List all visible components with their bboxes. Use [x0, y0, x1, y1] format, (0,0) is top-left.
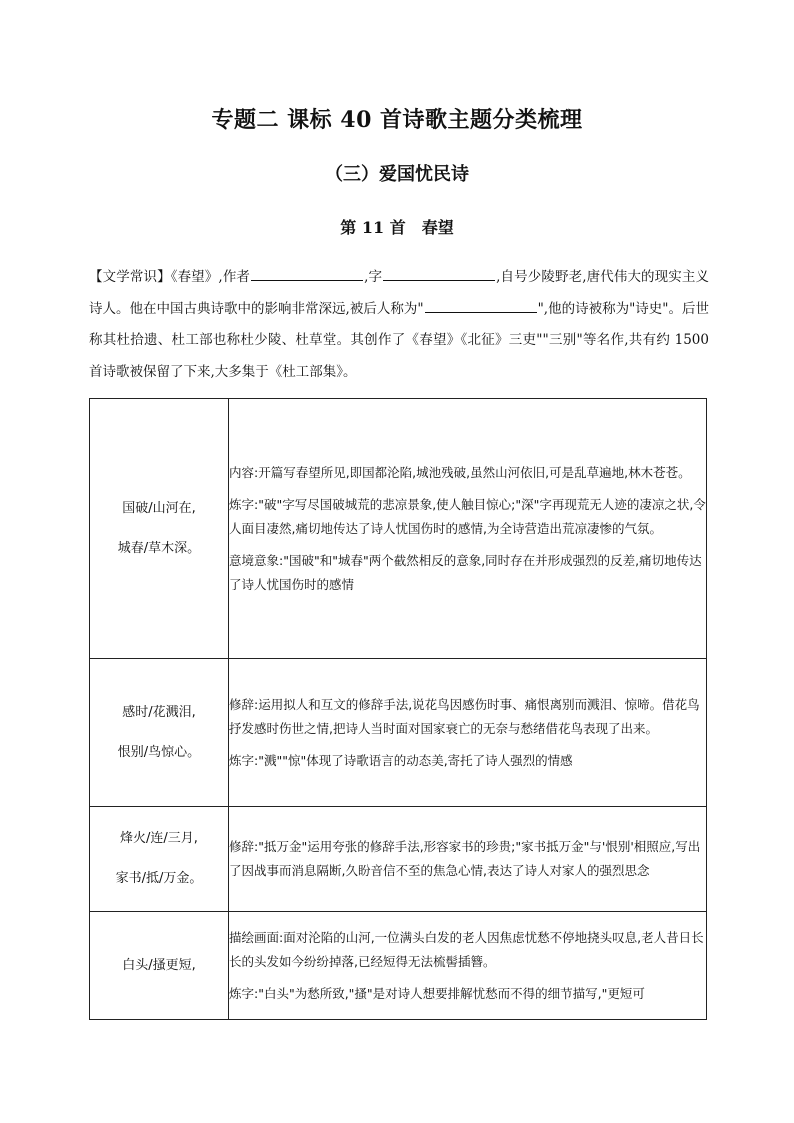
analysis-note: 描绘画面:面对沦陷的山河,一位满头白发的老人因焦虑忧愁不停地挠头叹息,老人昔日长长的头发如今纷纷掉落,已经短得无法梳髻插簪。: [229, 929, 704, 969]
author-blank[interactable]: [251, 266, 363, 281]
analysis-cell: [229, 807, 707, 912]
poem-line: 白头/搔更短,: [122, 957, 196, 973]
honorific-blank[interactable]: [425, 298, 537, 313]
analysis-note: 炼字:"溅""惊"体现了诗歌语言的动态美,寄托了诗人强烈的情感: [229, 752, 573, 768]
analysis-note: 内容:开篇写春望所见,即国都沦陷,城池残破,虽然山河依旧,可是乱草遍地,林木苍苍。: [229, 464, 691, 480]
poem-analysis-table: [89, 398, 707, 1020]
poem-line-cell: [90, 659, 229, 807]
table-row: [90, 912, 707, 1020]
courtesy-name-blank[interactable]: [383, 266, 495, 281]
poem-line: 城春/草木深。: [117, 540, 201, 556]
poem-line: 国破/山河在,: [122, 500, 196, 516]
analysis-cell: [229, 912, 707, 1020]
analysis-note: 炼字:"破"字写尽国破城荒的悲凉景象,使人触目惊心;"深"字再现荒无人迹的凄凉之状,令人面目凄然,痛切地传达了诗人忧国伤时的感情,为全诗营造出荒凉凄惨的气氛。: [229, 496, 706, 536]
poem-title: 第 11 首 春望: [340, 218, 454, 237]
intro-text-3: ,自号少陵野老,唐代伟大的现实主义诗人。他在中国古典诗歌中的影响非常深远,被后人称为": [89, 269, 710, 317]
analysis-cell: [229, 659, 707, 807]
intro-text-2: ,字: [364, 269, 383, 285]
poem-line-cell: [90, 399, 229, 659]
literary-knowledge-paragraph: [89, 262, 709, 388]
analysis-note: 炼字:"白头"为愁所致,"搔"是对诗人想要排解忧愁而不得的细节描写,"更短可: [229, 985, 645, 1001]
poem-line: 家书/抵/万金。: [115, 871, 203, 886]
table-row: [90, 399, 707, 659]
poem-line-cell: [90, 807, 229, 912]
table-row: [90, 807, 707, 912]
intro-text-1: 《春望》,作者: [170, 269, 251, 285]
analysis-cell: [229, 399, 707, 659]
analysis-note: 修辞:"抵万金"运用夸张的修辞手法,形容家书的珍贵;"家书抵万金"与'恨别'相照应,写出了因战事而消息隔断,久盼音信不至的焦急心情,表达了诗人对家人的强烈思念: [229, 839, 701, 878]
table-row: [90, 659, 707, 807]
poem-line: 感时/花溅泪,: [122, 704, 196, 720]
intro-label: 【文学常识】: [89, 269, 171, 285]
poem-line: 烽火/连/三月,: [120, 831, 198, 846]
analysis-note: 修辞:运用拟人和互文的修辞手法,说花鸟因感伤时事、痛恨离别而溅泪、惊啼。借花鸟抒发感时伤世之情,把诗人当时面对国家衰亡的无奈与愁绪借花鸟表现了出来。: [229, 696, 700, 736]
poem-line-cell: [90, 912, 229, 1020]
section-subtitle: （三）爱国忧民诗: [325, 164, 469, 185]
poem-line: 恨别/鸟惊心。: [117, 744, 201, 760]
analysis-note: 意境意象:"国破"和"城春"两个截然相反的意象,同时存在并形成强烈的反差,痛切地传达了诗人忧国伤时的感情: [229, 552, 702, 592]
intro-text-4: ",他的诗被称为"诗史"。后世称其杜拾遗、杜工部也称杜少陵、杜草堂。其创作了《春望》《北征》三吏""三别"等名作,共有约 1500 首诗歌被保留了下来,大多集于《杜工部集》。: [89, 300, 710, 380]
page-title: 专题二 课标 40 首诗歌主题分类梳理: [211, 107, 583, 133]
